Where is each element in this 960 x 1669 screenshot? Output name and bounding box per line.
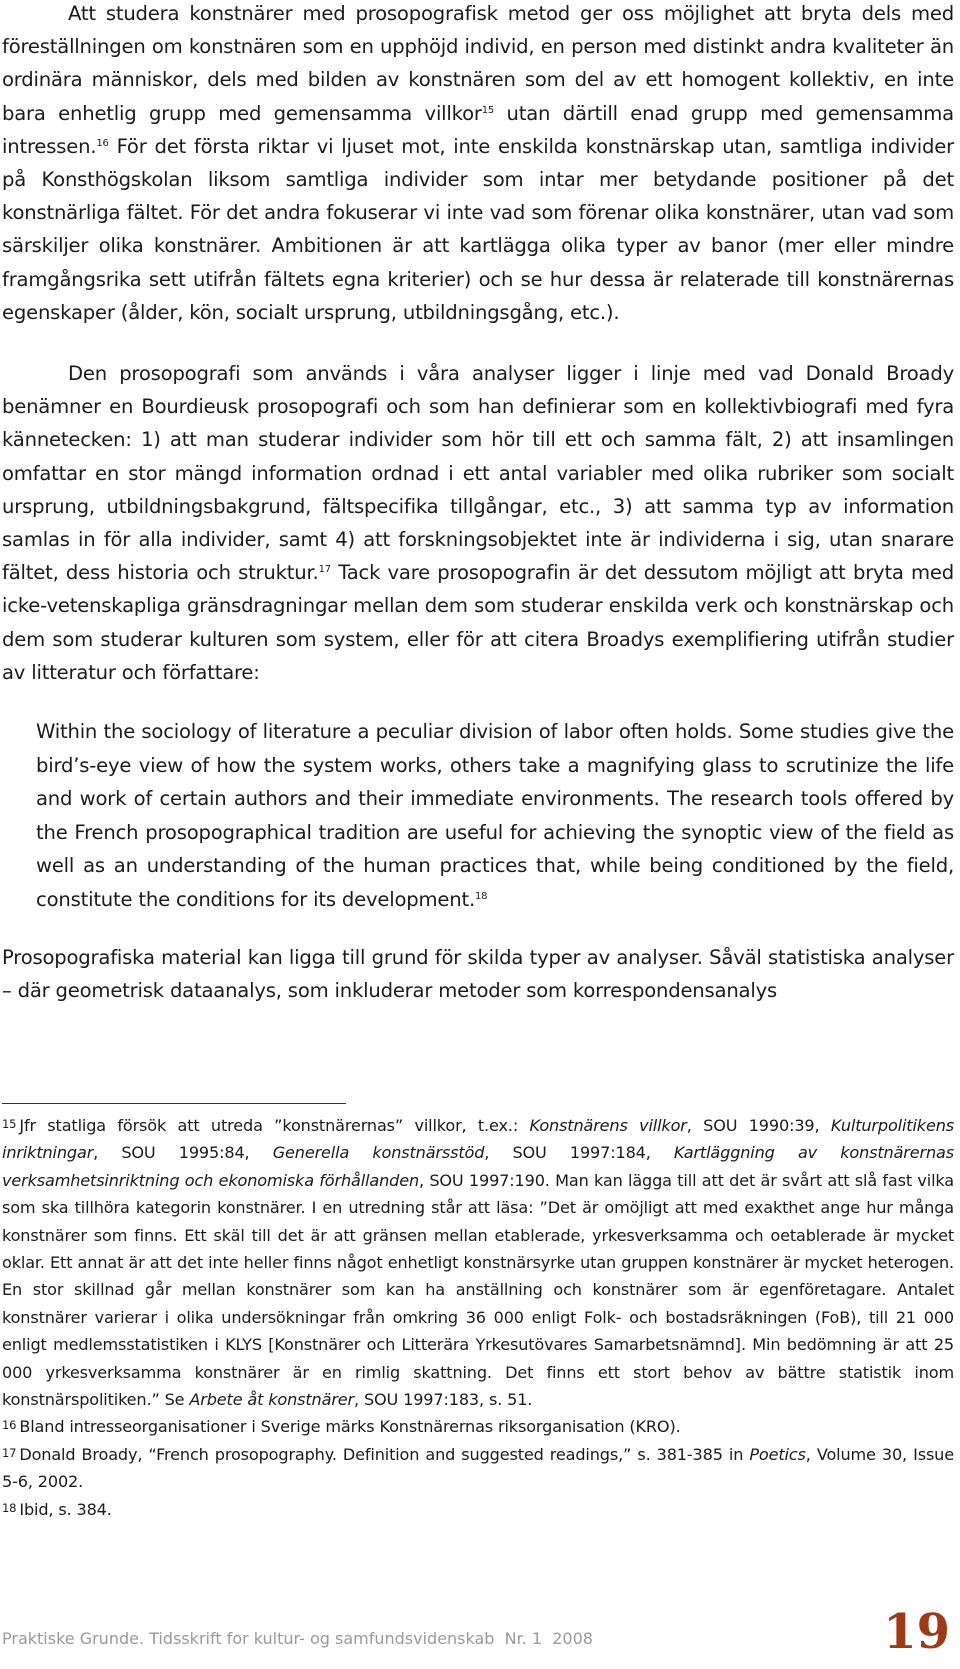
paragraph-1-text-a: Att studera konstnärer med prosopografisk metod ger oss möjlighet att bryta dels med föreställningen om konstnären som en upphöjd individ, en person med distinkt andra kvaliteter än ordinära människor, dels med bilden av konstnären som del av ett homogent kollektiv, en inte bara enhetlig grupp med gemensamma villkor bbox=[2, 2, 954, 125]
footnote-number: 18 bbox=[2, 1500, 17, 1515]
footnote-16 bbox=[2, 1413, 954, 1440]
footnote-text: , SOU 1990:39, bbox=[686, 1116, 831, 1135]
footnote-text: , SOU 1997:183, s. 51. bbox=[354, 1390, 533, 1410]
paragraph-1-text-b: utan därtill enad grupp med gemensamma intressen. bbox=[2, 101, 954, 158]
footnote-ref-17[interactable]: 17 bbox=[318, 564, 331, 576]
footnote-text: , SOU 1997:190. Man kan lägga till att det är svårt att slå fast vilka som ska tillhöra kategorin konstnärer. I en utredning står att läsa: ”Det är omöjligt att med exakthet ange hur många konstnärer som finns. Ett skäl till det är att gränsen mellan etablerade, yrkesverksamma och oetablerade är mycket oklar. Ett annat är att det inte heller finns något enhetligt konstnärsyrke utan gruppen konstnärer är mycket heterogen. En stor skillnad går mellan konstnärer som kan ha anställning och konstnärer som är egenföretagare. Antalet konstnärer varierar i olika undersökningar från omkring 36 000 enligt Folk- och bostadsräkningen (FoB), till 21 000 enligt medlemsstatistiken i KLYS [Konstnärer och Litterära Yrkesutövares Samarbetsnämnd]. Min bedömning är att 25 000 yrkesverksamma konstnärer är en rimlig skattning. Det finns ett stort behov av bättre statistik inom konstnärspolitiken.” Se bbox=[2, 1170, 954, 1410]
footnote-title: Kulturpolitikens inriktningar bbox=[2, 1116, 954, 1163]
footnote-ref-16[interactable]: 16 bbox=[96, 137, 109, 149]
paragraph-1 bbox=[2, 0, 954, 329]
journal-footer: Praktiske Grunde. Tidsskrift for kultur- og samfundsvidenskab Nr. 1 2008 bbox=[2, 1629, 593, 1648]
page-number: 19 bbox=[883, 1604, 950, 1660]
paragraph-2 bbox=[2, 357, 954, 689]
footnote-ref-18[interactable]: 18 bbox=[475, 890, 488, 902]
footnotes bbox=[2, 1112, 954, 1523]
footnote-title: Kartläggning av konstnärernas verksamhetsinriktning och ekonomiska förhållanden bbox=[2, 1143, 954, 1190]
block-quote bbox=[36, 715, 954, 917]
footnote-18 bbox=[2, 1496, 954, 1523]
footnote-divider bbox=[2, 1103, 346, 1104]
footnote-ref-15[interactable]: 15 bbox=[481, 104, 495, 116]
footnote-text: , Volume 30, Issue 5-6, 2002. bbox=[2, 1444, 954, 1492]
footnote-text: Donald Broady, “French prosopography. Definition and suggested readings,” s. 381-385 in bbox=[19, 1444, 750, 1464]
footnote-title: Arbete åt konstnärer bbox=[189, 1390, 355, 1410]
footnote-number: 15 bbox=[2, 1117, 17, 1131]
paragraph-2-text-a: Den prosopografi som används i våra analyser ligger i linje med vad Donald Broady benämner en Bourdieusk prosopografi och som han definierar som en kollektivbiografi med fyra kännetecken: 1) att man studerar individer som hör till ett och samma fält, 2) att insamlingen omfattar en stor mängd information ordnad i ett antal variabler med olika rubriker som socialt ursprung, utbildningsbakgrund, fältspecifika tillgångar, etc., 3) att samma typ av information samlas in för alla individer, samt 4) att forskningsobjektet inte är individerna i sig, utan snarare fältet, dess historia och struktur. bbox=[2, 362, 954, 585]
footnote-17 bbox=[2, 1441, 954, 1496]
footnote-text: Jfr statliga försök att utreda ”konstnärernas” villkor, t.ex.: bbox=[19, 1116, 530, 1135]
paragraph-1-text-c: För det första riktar vi ljuset mot, inte enskilda konstnärskap utan, samtliga individer på Konsthögskolan liksom samtliga individer som intar mer betydande positioner på det konstnärliga fältet. För det andra fokuserar vi inte vad som förenar olika konstnärer, utan vad som särskiljer olika konstnärer. Ambitionen är att kartlägga olika typer av banor (mer eller mindre framgångsrika sett utifrån fältets egna kriterier) och se hur dessa är relaterade till konstnärernas egenskaper (ålder, kön, socialt ursprung, utbildningsgång, etc.). bbox=[2, 134, 954, 324]
footnote-text: Bland intresseorganisationer i Sverige märks Konstnärernas riksorganisation (KRO). bbox=[19, 1417, 681, 1437]
footnote-text: , SOU 1995:84, bbox=[93, 1143, 273, 1163]
block-quote-text: Within the sociology of literature a peculiar division of labor often holds. Some studies give the bird’s-eye view of how the system works, others take a magnifying glass to scrutinize the life and work of certain authors and their immediate environments. The research tools offered by the French prosopographical tradition are useful for achieving the synoptic view of the field as well as an understanding of the human practices that, while being conditioned by the field, constitute the conditions for its development. bbox=[36, 720, 954, 911]
paragraph-3: Prosopografiska material kan ligga till grund för skilda typer av analyser. Såväl statistiska analyser – där geometrisk dataanalys, som inkluderar metoder som korrespondensanalys bbox=[2, 946, 954, 1003]
footnote-number: 16 bbox=[2, 1418, 17, 1433]
footnote-text: Ibid, s. 384. bbox=[19, 1499, 112, 1519]
footnote-text: , SOU 1997:184, bbox=[484, 1143, 674, 1163]
footnote-title: Generella konstnärsstöd bbox=[272, 1143, 485, 1163]
footnote-15 bbox=[2, 1112, 954, 1413]
footnote-title: Konstnärens villkor bbox=[529, 1116, 687, 1135]
footnote-number: 17 bbox=[2, 1445, 17, 1460]
paragraph-2-text-b: Tack vare prosopografin är det dessutom möjligt att bryta med icke-vetenskapliga gränsdragningar mellan dem som studerar enskilda verk och konstnärskap och dem som studerar kulturen som system, eller för att citera Broadys exemplifiering utifrån studier av litteratur och författare: bbox=[2, 561, 954, 684]
footnote-title: Poetics bbox=[749, 1444, 806, 1464]
